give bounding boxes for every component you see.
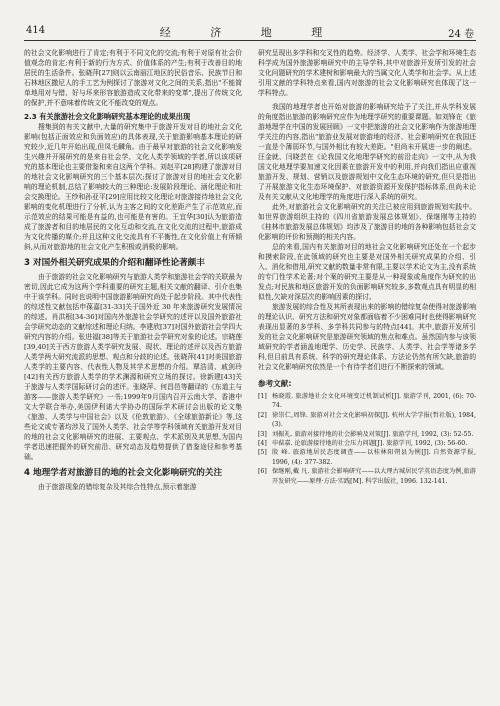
reference-item [258, 448, 476, 467]
reference-text: 刘振礼. 旅游对接待地的社会影响及对策[J]. 旅游学刊, 1992, (3): 52-55. [272, 430, 474, 438]
paragraph: 总的来看,国内有关旅游对目的地社会文化影响研究还处在一个起步和摸索阶段,在此领域的研究也主要是对国外相关研究成果的介绍、引入、消化和借用,研究文献的数量非常有限,主要以学术论文为主,没有系统的专门性学术论著;对个案的研究主要是从一种现象或角度作为研究的出发点;对民族和地区旅游开发的负面影响研究较多,多数观点具有明显的相似性,欠缺对深层次的影响因素的探讨。 [258, 243, 476, 301]
reference-item [258, 430, 476, 439]
reference-number: [5] [258, 449, 267, 457]
reference-number: [2] [258, 411, 267, 419]
running-header [24, 22, 476, 41]
journal-name: 经 济 地 理 [159, 26, 341, 39]
reference-item [258, 439, 476, 448]
paragraph: 此外,对旅游社会文化影响研究的关注已被应用到旅游规划实践中。如世界旅游组织主持的《四川省旅游发展总体规划》、保继刚等主持的《桂林市旅游发展总体规划》均涉及了旅游目的地的各种影响包括社会文化影响的评价和预测的相关内容。 [258, 203, 476, 241]
reference-list [258, 392, 476, 486]
reference-item [258, 411, 476, 430]
page-number: 414 [26, 25, 46, 36]
paragraph: 搜集到的有关文献中,大量的研究集中于旅游开发对目的地社会文化影响(包括正面效应和负面效应)的具体表现,关于旅游影响基本理论的研究较少,近几年开始出现,但凤毛麟角。由于最早对旅游的社会文化影响发生兴趣并开展研究的是来自社会学、文化人类学领域的学者,所以该项研究的基本理论也主要借鉴和来自这两个学科。刘赵平[28]构建了旅游对目的地社会文化影响研究的三个基本层次;探讨了旅游对目的地社会文化影响的理论机制,总结了影响较大的三种理论:发展阶段理论、涵化理论和社会交换理论。王纱和孙亚平[29]应用比较文化理论对旅游接待地社会文化影响的变化机理进行了分析,认为主客之间的文化差距产生了示范效应,而示范效应的结果可能是有益的,也可能是有害的。王宜华[30]认为旅游造成了旅游者和目的地居民的文化互动和交流,在文化交流的过程中,旅游成为文化传播的媒介;并且这种文化交流具有不平衡性,在文化价值上有所倾斜,从而对旅游地的社会文化产生积极或消极的影响。 [24, 123, 242, 251]
reference-text: 申葆嘉. 论旅游接待地的社会压力问题[J]. 旅游学刊, 1992, (3): 56-60. [272, 440, 468, 448]
paragraph: 由于旅游现象的错综复杂及其综合性特点,预示着旅游 [38, 483, 197, 491]
reference-number: [3] [258, 430, 267, 438]
reference-item [258, 392, 476, 411]
reference-number: [6] [258, 468, 267, 476]
left-column [24, 48, 242, 492]
paragraph: 我国的地理学者也开始对旅游的影响研究给予了关注,并从学科发展的角度指出旅游的影响研究应作为地理学研究的重要课题。如刘锋在《旅游地理学在中国的发展回顾》一文中把旅游的社会文化影响作为旅游地理学关注的内容,指出"旅游业发展对旅游地的经济、社会影响研究在我国还一直是个薄弱环节,与国外相比有较大差距。"但尚未开展进一步的阐述。汪金就、闫晓芸在《论我国文化地理学研究的前沿走向》一文中,从为我国文化地理学要加速文化因素在旅游开发中的利用,并向我们指出应重视旅游开发、规划、营销以及旅游规划中文化生态环境的研究,但只是指出了开展旅游文化生态环境保护、对旅游资源开发保护指标体系,但尚未论及有关文献从文化地理学的角度进行深入系统的研究。 [258, 103, 476, 201]
reference-text: 徐崇仁,周锋. 旅游对社会文化影响初探[J]. 杭州大学学报(哲社版), 1984, (3). [272, 411, 476, 429]
reference-text: 保继刚,戴 凡. 旅游社会影响研究——以大理古城居民学英语态度为例,旅游开发研究——原理·方法·实践[M]. 科学出版社, 1996. 132-141. [272, 468, 476, 485]
section-heading-4: 4 地理学者对旅游目的地的社会文化影响研究的关注 [24, 468, 223, 478]
reference-number: [1] [258, 393, 267, 400]
section-heading-3: 3 对国外相关研究成果的介绍和翻译性论著颇丰 [24, 258, 205, 268]
reference-text: 杨晓霞. 旅游地社会文化环境变迁机制试析[J]. 旅游学刊, 2001, (6): 70-74. [272, 393, 476, 410]
subsection-heading-2-3: 2.3 有关旅游社会文化影响研究基本理论的成果出现 [24, 112, 191, 121]
right-column [258, 48, 476, 486]
volume-label: 24 卷 [448, 29, 474, 40]
two-column-body [24, 48, 476, 698]
reference-number: [4] [258, 440, 267, 448]
paragraph: 旅游发展的综合性及其所表现出来的影响的错综复杂使得对旅游影响的理论认识、研究方法和研究对象都面临着不少困难同时也使得影响研究表现出显著的多学科、多学科共同参与的特点[44]。其中,旅游开发所引发的社会文化影响研究是旅游研究领域的焦点和难点。虽然国内参与该领域研究的学者涵盖地理学、历史学、民族学、人类学、社会学等诸多学科,但目前具有系统、科学的研究理论体系、方法论仍然有所欠缺,旅游的社会文化影响研究依然是一个有待学者们进行不断探索的领域。 [258, 303, 476, 371]
reference-text: 殷 峰. 旅游地居民态度调查——以桂林阳朔县为例[J]. 自然资源学报, 1996, (4): 377-382. [272, 449, 476, 466]
paragraph: 由于旅游的社会文化影响研究与旅游人类学和旅游社会学的关联最为密切,因此它成为这两个学科重要的研究主题,相关文献的翻译、引介也集中于该学科。同时也说明中国旅游影响研究尚处于起步阶段。其中代表性的综述性文献包括申葆嘉[31-33]关于国外近 30 年来旅游研究发展情况的综述。肖洪根[34-36]对国内外旅游社会学研究的述评以及国外旅游社会学研究动态的文献综述和理论归纳。李建欣[37]对国外旅游社会学四大研究内容的介绍。张进福[38]等关于旅游社会学研究对象的论述。宗晓莲[39,40]关于西方旅游人类学研究发展、现状、理论的述评以及西方旅游人类学两大研究流派的思想、观点和分歧的论述。张晓萍[41]对美国旅游人类学的主要内容、代表性人物及其学术思想的介绍。覃浩清、戚剑玲[42]有关西方旅游人类学的学术渊源和研究立场的探讨。徐新建[43]关于旅游与人类学国际研讨会的述评。张晓萍、何昌邑等翻译的《东道主与游客——旅游人类学研究》一书;1999年9月国内召开云南大学、香港中文大学联合举办,美国伊利诺大学协办的国际学术研讨会出版的论文集《旅游、人类学与中国社会》以及《伦敦旅游》、《全球旅游新论》等,这些论文或专著均涉及了国外人类学、社会学等学科领域有关旅游开发对目的地的社会文化影响研究的进展、主要观点、学术派别及其思想,为国内学者迅速把握外的研究前沿、研究动态及趋势提供了借鉴途径和参考基础。 [24, 273, 242, 461]
paragraph: 的社会文化影响进行了肯定;有利于不同文化的交流;有利于对原有社会价值观念的肯定;有利于新的行为方式、价值体系的产生;有利于改善目的地居民的生活条件。张晓萍[27]则以云南丽江地区的民俗音乐、民族节日和石林地区撒尼人的手工艺为例探讨了旅游对文化之间的关系,指出"不能简单地用对与错、好与坏来形容旅游造成文化带来的变革",提出了传统文化的保护,并不意味着传统文化不能改变的观点。 [24, 49, 242, 107]
reference-item [258, 467, 476, 486]
references-heading: 参考文献: [258, 379, 292, 388]
paragraph: 研究呈现出多学科和交叉性的趋势。经济学、人类学、社会学和环境生态科学成为国外旅游影响研究中的主导学科,其中对旅游开发所引发的社会文化问题研究的学术建树和影响最大的当属文化人类学和社会学。从上述引用文献的学科特点来看,国内对旅游的社会文化影响研究也体现了这一学科特点。 [258, 49, 476, 97]
